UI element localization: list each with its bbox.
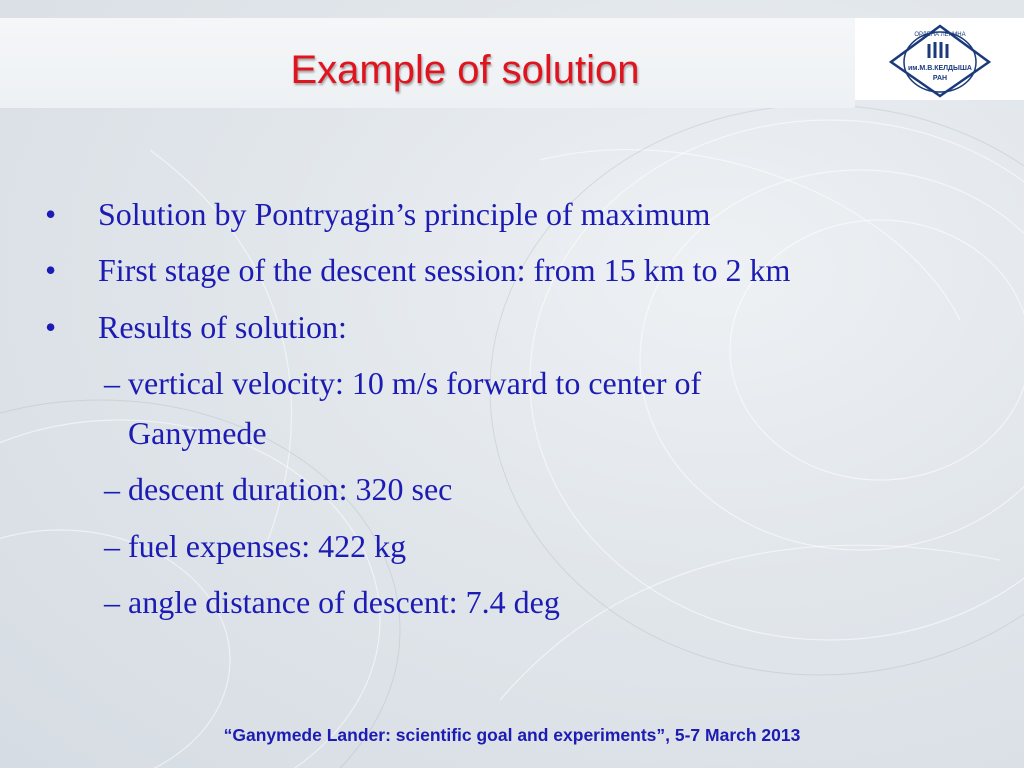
logo-text-bottom: РАН [932,75,948,82]
sub-bullet-item [104,530,406,562]
logo [855,18,1024,100]
bullet-marker: • [45,309,57,345]
bullet-marker: • [45,196,57,232]
bullet-marker: • [45,252,57,288]
sub-bullet-item [104,586,560,618]
institute-logo-icon [885,22,995,98]
bullet-text: Results of solution: [98,309,347,345]
sub-bullet-text: – fuel expenses: 422 kg [104,528,407,564]
slide-footer: “Ganymede Lander: scientific goal and experiments”, 5-7 March 2013 [223,725,801,745]
sub-bullet-text: – descent duration: 320 sec [104,471,453,507]
slide-title: Example of solution [290,48,640,92]
bullet-item [45,196,711,232]
logo-text-top: ОРДЕНА ЛЕНИНА [914,32,966,38]
sub-bullet-continuation [128,417,267,449]
sub-bullet-text: Ganymede [128,415,267,451]
bullet-item [45,252,791,288]
logo-text-mid: им.М.В.КЕЛДЫША [908,65,972,72]
bullet-item [45,309,347,345]
bullet-text: Solution by Pontryagin’s principle of maximum [98,196,711,232]
sub-bullet-item [104,473,452,505]
bullet-text: First stage of the descent session: from 15 km to 2 km [98,252,791,288]
sub-bullet-item [104,367,701,399]
sub-bullet-text: – angle distance of descent: 7.4 deg [104,584,560,620]
sub-bullet-text: – vertical velocity: 10 m/s forward to center of [104,365,702,401]
